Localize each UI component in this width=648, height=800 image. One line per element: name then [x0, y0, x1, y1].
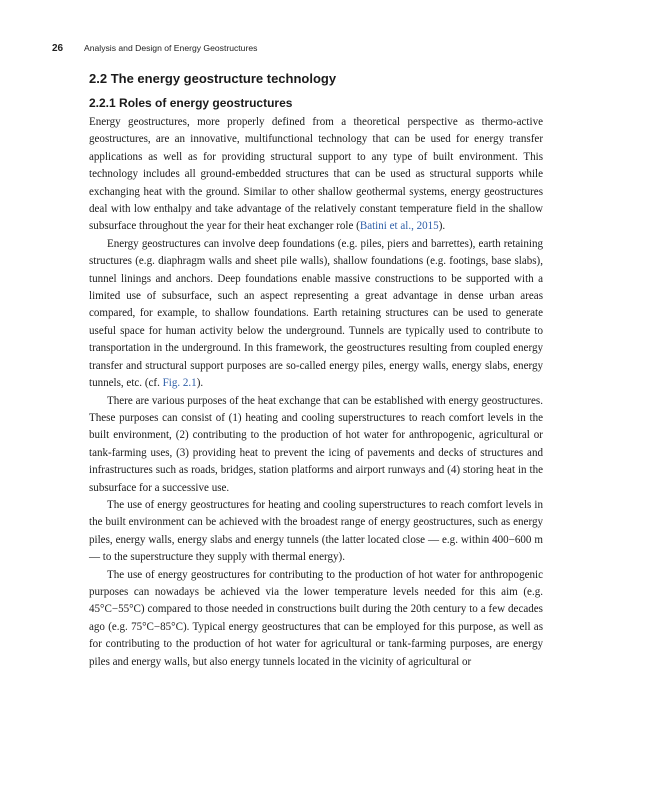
paragraph-text: The use of energy geostructures for heating and cooling superstructures to reach comfort levels in the built environment can be achieved with the broadest range of energy geostructures, such as energy piles, energy walls, energy slabs and energy tunnels (the latter located close — e.g. within 400−600 m — to the superstructure they supply with thermal energy). [89, 498, 543, 564]
paragraph [89, 114, 543, 236]
section-heading [89, 70, 336, 88]
section-number: 2.2 [89, 71, 108, 86]
paragraph-text-end: ). [196, 377, 204, 390]
paragraph-text: Energy geostructures can involve deep foundations (e.g. piles, piers and barrettes), earth retaining structures (e.g. diaphragm walls and sheet pile walls), shallow foundations (e.g. footings, base slabs), tunnel linings and anchors. Deep foundations enable massive constructions to be supported with a limited use of subsurface, such an aspect representing a great advantage in dense urban areas compared, for example, to shallow foundations. Earth retaining structures can be used to generate useful space for human activity below the underground. Tunnels are typically used to contribute to transportation in the underground. In this framework, the geostructures resulting from coupled energy transfer and structural support purposes are so-called energy piles, energy walls, energy slabs, energy tunnels, etc. (cf. [89, 237, 543, 390]
subsection-heading [89, 94, 292, 112]
figure-link[interactable]: Fig. 2.1 [162, 377, 197, 390]
page-number: 26 [52, 43, 64, 54]
paragraph-text: There are various purposes of the heat exchange that can be established with energy geostructures. These purposes can consist of (1) heating and cooling superstructures to reach comfort levels in the built environment, (2) contributing to the production of hot water for anthropogenic, agricultural or tank-farming uses, (3) providing heat to prevent the icing of pavements and decks of structures and infrastructures such as roads, bridges, station platforms and airport runways and (4) storing heat in the subsurface for a successive use. [89, 394, 543, 494]
citation-link[interactable]: Batini et al., 2015 [359, 220, 439, 233]
subsection-number: 2.2.1 [89, 96, 116, 110]
paragraph-text: Energy geostructures, more properly defined from a theoretical perspective as thermo-active geostructures, are an innovative, multifunctional technology that can be used for energy transfer applications as well as for providing structural support to any type of built environment. This technology includes all ground-embedded structures that can be used as structural supports while exchanging heat with the ground. Similar to other shallow geothermal systems, energy geostructures deal with low enthalpy and take advantage of the relatively constant temperature field in the shallow subsurface throughout the year for their heat exchanger role ( [89, 116, 543, 233]
paragraph-text-end: ). [438, 220, 446, 233]
paragraph [89, 393, 543, 497]
paragraph [89, 236, 543, 393]
paragraph [89, 567, 543, 671]
body-text [89, 114, 543, 671]
running-header [52, 41, 552, 55]
book-title: Analysis and Design of Energy Geostructures [84, 43, 258, 53]
paragraph-text: The use of energy geostructures for contributing to the production of hot water for anthropogenic purposes can nowadays be achieved via the lower temperature levels needed for this aim (e.g. 45°C−55°C) compared to those needed in constructions built during the 20th century to a few decades ago (e.g. 75°C−85°C). Typical energy geostructures that can be employed for this purpose, as well as for contributing to the production of hot water for agricultural or tank-farming purposes, are energy piles and energy walls, but also energy tunnels located in the vicinity of agricultural or [89, 568, 543, 668]
paragraph [89, 497, 543, 567]
subsection-title: Roles of energy geostructures [119, 96, 293, 110]
section-title: The energy geostructure technology [110, 71, 337, 86]
